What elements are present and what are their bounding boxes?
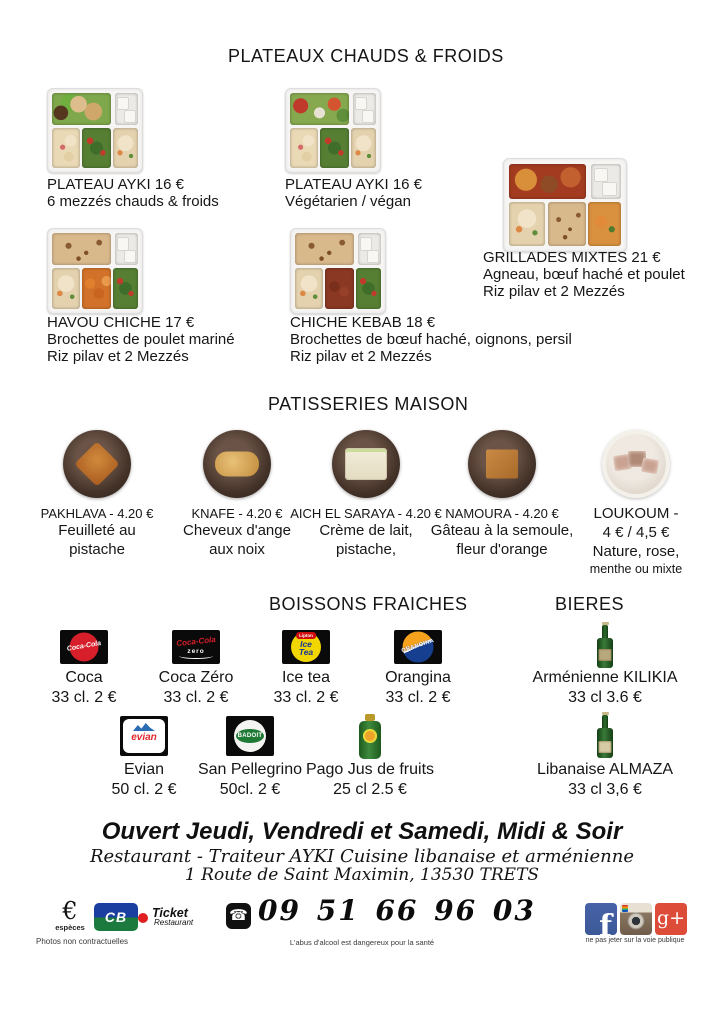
- item-desc: 6 mezzés chauds & froids: [47, 193, 219, 210]
- tray-compartment: [290, 128, 318, 168]
- drink-name: Pago Jus de fruits: [305, 761, 435, 778]
- restaurant-address: 1 Route de Saint Maximin, 13530 TRETS: [184, 865, 540, 885]
- dessert-desc: fleur d'orange: [456, 541, 548, 558]
- section-title-patisseries: PATISSERIES MAISON: [268, 394, 469, 414]
- alcohol-warning: L'abus d'alcool est dangereux pour la santé: [289, 938, 435, 947]
- dessert-desc: Cheveux d'ange: [183, 522, 291, 539]
- menu-item-plateau-ayki: [47, 176, 219, 210]
- item-desc: Végétarien / végan: [285, 193, 411, 210]
- tray-compartment: [113, 268, 138, 308]
- tray-compartment: [115, 233, 139, 265]
- orangina-logo-text: ORANGINA: [400, 638, 436, 655]
- tray-compartment: [591, 164, 622, 199]
- drink-size-price: 33 cl. 2 €: [163, 689, 229, 706]
- item-desc: Riz pilav et 2 Mezzés: [47, 348, 189, 365]
- payment-cash: [50, 899, 90, 932]
- item-name: PLATEAU AYKI 16 €: [47, 176, 185, 193]
- kilikia-bottle-photo: [596, 622, 614, 668]
- tray-compartment: [52, 233, 111, 265]
- item-name: HAVOU CHICHE 17 €: [47, 314, 195, 331]
- dessert-name: LOUKOUM -: [593, 505, 679, 522]
- drink-size-price: 50 cl. 2 €: [111, 781, 177, 798]
- pago-bottle-photo: [358, 714, 382, 760]
- drink-size-price: 33 cl. 2 €: [51, 689, 117, 706]
- drink-coca-zero: [136, 630, 256, 708]
- beer-size-price: 33 cl 3.6 €: [568, 689, 642, 706]
- dessert-name: NAMOURA - 4.20 €: [445, 506, 559, 521]
- coca-cola-logo-text: Coca-Cola: [66, 639, 102, 653]
- dessert-price: 4 € / 4,5 €: [602, 524, 670, 541]
- dessert-pakhlava: [27, 430, 167, 559]
- beer-size-price: 33 cl 3,6 €: [568, 781, 642, 798]
- ticket-restaurant-text: Ticket: [152, 906, 188, 920]
- drink-size-price: 33 cl. 2 €: [273, 689, 339, 706]
- item-desc: Agneau, bœuf haché et poulet: [483, 266, 685, 283]
- cb-card-icon: CB: [94, 903, 138, 931]
- drink-size-price: 50cl. 2 €: [219, 781, 281, 798]
- beer-name: Libanaise ALMAZA: [536, 761, 674, 778]
- lipton-ice-tea-logo: [282, 630, 330, 664]
- dessert-desc: pistache,: [335, 541, 397, 558]
- tray-compartment: [325, 268, 354, 308]
- coca-zero-logo: [172, 630, 220, 664]
- dessert-name: AICH EL SARAYA - 4.20 €: [290, 506, 442, 521]
- loukoum-photo: [602, 430, 670, 498]
- euro-icon: €: [62, 897, 78, 925]
- dessert-desc: Gâteau à la semoule,: [430, 522, 574, 539]
- drink-ice-tea: [246, 630, 366, 708]
- dessert-desc: aux noix: [209, 541, 265, 558]
- facebook-letter: f: [599, 909, 612, 935]
- evian-logo-text: evian: [131, 732, 157, 743]
- tray-compartment: [548, 202, 586, 246]
- pakhlava-photo: [63, 430, 131, 498]
- dessert-loukoum: [561, 430, 711, 578]
- almaza-bottle-photo: [596, 712, 614, 760]
- drink-name: Ice tea: [281, 669, 331, 686]
- litter-notice: ne pas jeter sur la voie publique: [585, 937, 685, 944]
- ticket-restaurant-dot: [138, 913, 148, 923]
- badoit-logo: [226, 716, 274, 756]
- beer-name: Arménienne KILIKIA: [532, 669, 678, 686]
- tray-compartment: [115, 93, 139, 125]
- ticket-restaurant-subtext: Restaurant: [154, 918, 194, 927]
- ice-tea-logo-text: Ice Tea: [298, 639, 314, 658]
- tray-compartment: [358, 233, 382, 265]
- tray-compartment: [353, 93, 377, 125]
- google-plus-icon: g+: [655, 903, 687, 935]
- drink-orangina: [358, 630, 478, 708]
- drink-coca: [24, 630, 144, 708]
- coca-zero-logo-text: Coca-Cola: [175, 635, 217, 649]
- item-name: GRILLADES MIXTES 21 €: [483, 249, 661, 266]
- grillades-mixtes-photo: [503, 158, 627, 252]
- tray-compartment: [113, 128, 138, 168]
- item-desc: Brochettes de bœuf haché, oignons, persil: [290, 331, 572, 348]
- chiche-kebab-photo: [290, 228, 386, 314]
- beer-kilikia: [520, 622, 690, 708]
- drink-name: San Pellegrino: [197, 761, 303, 778]
- plateau-ayki-vegan-photo: [285, 88, 381, 173]
- item-desc: Riz pilav et 2 Mezzés: [290, 348, 432, 365]
- drink-name: Orangina: [385, 669, 451, 686]
- dessert-namoura: [422, 430, 582, 559]
- menu-item-chiche-kebab: [290, 314, 572, 365]
- phone-number: 09 51 66 96 03: [258, 894, 536, 927]
- drink-pago: [295, 714, 445, 800]
- menu-item-plateau-ayki-vegan: [285, 176, 422, 210]
- plateau-ayki-photo: [47, 88, 143, 173]
- tray-compartment: [52, 128, 80, 168]
- dessert-desc: Crème de lait,: [319, 522, 413, 539]
- dessert-name: KNAFE - 4.20 €: [191, 506, 283, 521]
- menu-item-grillades-mixtes: [483, 249, 685, 300]
- coca-cola-logo: [60, 630, 108, 664]
- phone-icon: ☎: [226, 903, 251, 929]
- opening-hours: Ouvert Jeudi, Vendredi et Samedi, Midi & Soir: [101, 818, 623, 845]
- tray-compartment: [356, 268, 381, 308]
- lipton-badge-text: Lipton: [296, 632, 316, 639]
- menu-item-havou-chiche: [47, 314, 235, 365]
- evian-logo: [120, 716, 168, 756]
- dessert-name: PAKHLAVA - 4.20 €: [40, 506, 154, 521]
- drink-name: Coca: [65, 669, 103, 686]
- section-title-plateaux: PLATEAUX CHAUDS & FROIDS: [228, 46, 504, 66]
- drink-name: Coca Zéro: [158, 669, 234, 686]
- item-name: PLATEAU AYKI 16 €: [285, 176, 423, 193]
- item-desc: Riz pilav et 2 Mezzés: [483, 283, 625, 300]
- havou-chiche-photo: [47, 228, 143, 314]
- dessert-desc: Feuilleté au: [58, 522, 136, 539]
- dessert-desc: pistache: [69, 541, 125, 558]
- tray-compartment: [82, 128, 111, 168]
- cash-label: espèces: [55, 923, 85, 932]
- coca-zero-logo-subtext: zero: [187, 647, 205, 655]
- knafe-photo: [203, 430, 271, 498]
- dessert-desc: menthe ou mixte: [589, 562, 683, 576]
- section-title-bieres: BIERES: [555, 594, 625, 614]
- photos-disclaimer: Photos non contractuelles: [36, 937, 129, 946]
- badoit-logo-text: BADOIT: [236, 729, 264, 743]
- tray-compartment: [509, 202, 546, 246]
- tray-compartment: [290, 93, 349, 125]
- aich-el-saraya-photo: [332, 430, 400, 498]
- tray-compartment: [320, 128, 349, 168]
- dessert-desc: Nature, rose,: [592, 543, 680, 560]
- facebook-icon: [585, 903, 617, 935]
- ticket-restaurant-icon: [138, 906, 208, 932]
- orangina-logo: [394, 630, 442, 664]
- tray-compartment: [351, 128, 376, 168]
- tray-compartment: [52, 268, 80, 308]
- drink-size-price: 33 cl. 2 €: [385, 689, 451, 706]
- restaurant-subtitle: Restaurant - Traiteur AYKI Cuisine libanaise et arménienne: [89, 846, 635, 867]
- section-title-boissons: BOISSONS FRAICHES: [269, 594, 468, 614]
- drink-name: Evian: [123, 761, 165, 778]
- instagram-icon: [620, 903, 652, 935]
- item-name: CHICHE KEBAB 18 €: [290, 314, 436, 331]
- tray-compartment: [295, 233, 354, 265]
- tray-compartment: [52, 93, 111, 125]
- tray-compartment: [82, 268, 111, 308]
- tray-compartment: [295, 268, 323, 308]
- tray-compartment: [588, 202, 621, 246]
- drink-size-price: 25 cl 2.5 €: [333, 781, 407, 798]
- beer-almaza: [520, 712, 690, 800]
- item-desc: Brochettes de poulet mariné: [47, 331, 235, 348]
- tray-compartment: [509, 164, 586, 199]
- namoura-photo: [468, 430, 536, 498]
